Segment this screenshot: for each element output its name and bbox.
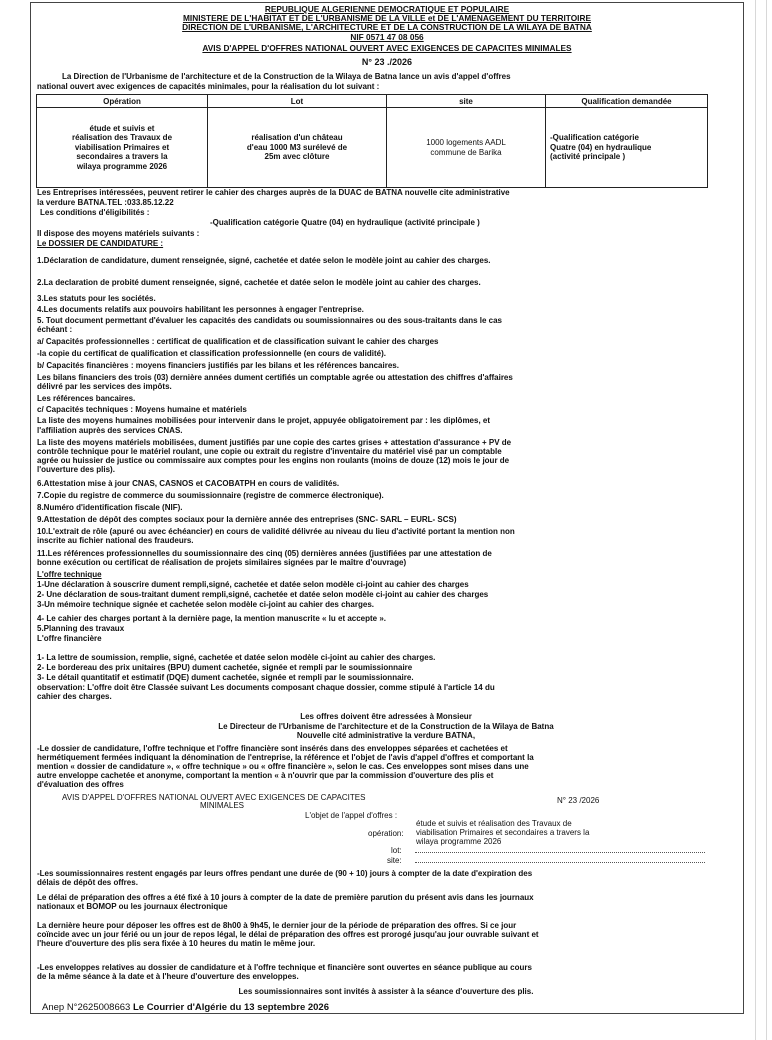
body-text-line: -Qualification catégorie Quatre (04) en hydraulique (activité principale ) xyxy=(210,218,480,227)
cell-line: secondaires a travers la xyxy=(76,152,168,162)
cell-site xyxy=(387,108,546,188)
body-text-line: bonne exécution ou certificat de réalisation de projets similaires signées par le maître d'ouvrage) xyxy=(37,558,407,567)
header-lot: Lot xyxy=(208,95,387,108)
body-text-line: 7.Copie du registre de commerce du soumissionnaire (registre de commerce électronique). xyxy=(37,491,384,500)
body-text-line: mention « dossier de candidature », « offre technique » ou « offre financière », selon le cas. Ces enveloppes sont mises dans une xyxy=(37,762,529,771)
site-dotted-line xyxy=(415,856,705,863)
intro-line: national ouvert avec exigences de capacités minimales, pour la réalisation du lot suivant : xyxy=(37,82,380,91)
body-text-line: l'heure d'ouverture des plis sera fixée à 10 heures du matin le même jour. xyxy=(37,939,316,948)
cell-line: réalisation d'un château xyxy=(251,133,343,143)
cell-line: (activité principale ) xyxy=(550,152,626,162)
body-text-line: -Le dossier de candidature, l'offre technique et l'offre financière sont insérés dans des enveloppes séparées et cachetées et xyxy=(37,744,508,753)
cell-line: réalisation des Travaux de xyxy=(71,133,173,143)
envelope-operation-value: wilaya programme 2026 xyxy=(416,837,502,846)
newspaper-citation: Le Courrier d'Algérie du 13 septembre 2026 xyxy=(132,1002,329,1013)
cell-line: -Qualification catégorie xyxy=(550,133,639,143)
body-text-line: 2- Une déclaration de sous-traitant dument rempli,signé, cachetée et datée selon modèle ci-joint au cahier des charges xyxy=(37,590,489,599)
nif-number: NIF 0571 47 08 056 xyxy=(350,32,424,42)
operations-table xyxy=(36,94,708,188)
body-text-line: a/ Capacités professionnelles : certificat de qualification et de classification suivant le cahier des charges xyxy=(37,337,439,346)
table-header-row xyxy=(37,95,708,108)
envelope-title: AVIS D'APPEL D'OFFRES NATIONAL OUVERT AVEC EXIGENCES DE CAPACITES xyxy=(62,793,366,802)
address-line: Nouvelle cité administrative la verdure BATNA, xyxy=(296,731,476,740)
body-text-line: 3.Les statuts pour les sociétés. xyxy=(37,294,156,303)
body-text-line: Les bilans financiers des trois (03) dernière années dument certifiés un comptable agrée ou attestation des chiffres d'affaires xyxy=(37,373,513,382)
body-text-line: l'affiliation auprès des services CNAS. xyxy=(37,426,183,435)
body-text-line: 4- Le cahier des charges portant à la dernière page, la mention manuscrite « lu et accepte ». xyxy=(37,614,387,623)
body-text-line: 3-Un mémoire technique signée et cachetée selon modèle ci-joint au cahier des charges. xyxy=(37,600,374,609)
cell-line: étude et suivis et xyxy=(89,123,155,133)
lot-dotted-line xyxy=(415,846,705,853)
body-text-line: coïncide avec un jour férié ou un jour de repos légal, le délai de préparation des offres est prorogé jusqu'au jour ouvrable suivant et xyxy=(37,930,539,939)
body-text-line: de la même séance à la date et à l'heure d'ouverture des enveloppes. xyxy=(37,972,299,981)
envelope-operation-label: opération: xyxy=(368,829,404,838)
scan-edge-line xyxy=(766,0,767,1040)
body-text-line: 6.Attestation mise à jour CNAS, CASNOS et CACOBATPH en cours de validités. xyxy=(37,479,340,488)
body-text-line: d'évaluation des offres xyxy=(37,780,124,789)
envelope-operation-value: viabilisation Primaires et secondaires a travers la xyxy=(416,828,590,837)
header-site: site xyxy=(387,95,546,108)
invitation-line: Les soumissionnaires sont invités à assister à la séance d'ouverture des plis. xyxy=(238,987,534,996)
body-text-line: 2.La declaration de probité dument renseignée, signé, cachetée et datée selon le modèle joint au cahier des charges. xyxy=(37,278,481,287)
body-text-line: -la copie du certificat de qualification et classification professionnelle (en cours de validité). xyxy=(37,349,386,358)
body-text-line: La liste des moyens humaines mobilisées pour intervenir dans le projet, appuyée obligatoirement par : les diplômes, et xyxy=(37,416,491,425)
ministry-heading: MINISTERE DE L'HABITAT ET DE L'URBANISME DE LA VILLE et DE L'AMENAGEMENT DU TERRITOIRE xyxy=(182,13,592,23)
body-text-line: observation: L'offre doit être Classée suivant Les documents composant chaque dossier, comme stipulé à l'article 14 du xyxy=(37,683,495,692)
body-text-line: cahier des charges. xyxy=(37,692,112,701)
body-text-line: La liste des moyens matériels mobilisées, dument justifiés par une copie des cartes grises + attestation d'assurance + PV de xyxy=(37,438,512,447)
cell-qualification xyxy=(546,108,708,188)
cell-operation xyxy=(37,108,208,188)
footer xyxy=(42,1002,329,1013)
cell-line: commune de Barika xyxy=(430,147,502,157)
body-text-line: c/ Capacités techniques : Moyens humaine et matériels xyxy=(37,405,247,414)
body-text-line: L'offre technique xyxy=(37,570,102,579)
envelope-title: MINIMALES xyxy=(200,801,245,810)
direction-heading: DIRECTION DE L'URBANISME, L'ARCHITECTURE ET DE LA CONSTRUCTION DE LA WILAYA DE BATNA xyxy=(182,22,592,32)
envelope-site-label: site: xyxy=(387,856,402,865)
body-text-line: 5. Tout document permettant d'évaluer les capacités des candidats ou soumissionnaires ou des sous-traitants dans le cas xyxy=(37,316,502,325)
body-text-line: 1- La lettre de soumission, remplie, signé, cachetée et datée selon modèle ci-joint au cahier des charges. xyxy=(37,653,436,662)
body-text-line: Les conditions d'éligibilités : xyxy=(40,208,150,217)
cell-line: Quatre (04) en hydraulique xyxy=(550,142,652,152)
cell-line: 25m avec clôture xyxy=(264,152,330,162)
body-text-line: 1-Une déclaration à souscrire dument rempli,signé, cachetée et datée selon modèle ci-joint au cahier des charges xyxy=(37,580,469,589)
intro-line: La Direction de l'Urbanisme de l'architecture et de la Construction de la Wilaya de Batna lance un avis d'appel d'offres xyxy=(62,72,511,81)
body-text-line: délivré par les services des impôts. xyxy=(37,382,172,391)
body-text-line: agrée ou huissier de justice ou commissaire aux comptes pour les engins non roulants (moins de douze (12) mois le jour de xyxy=(37,456,510,465)
body-text-line: 3- Le détail quantitatif et estimatif (DQE) dument cachetée, signée et rempli par le soumissionnaire. xyxy=(37,673,414,682)
address-line: Le Directeur de l'Urbanisme de l'architecture et de la Construction de la Wilaya de Batna xyxy=(218,722,554,731)
body-text-line: Le DOSSIER DE CANDIDATURE : xyxy=(37,239,164,248)
body-text-line: -Les enveloppes relatives au dossier de candidature et à l'offre technique et financière sont ouvertes en séance publique au cours xyxy=(37,963,532,972)
body-text-line: l'ouverture des plis). xyxy=(37,465,115,474)
body-text-line: Les références bancaires. xyxy=(37,394,136,403)
body-text-line: -Les soumissionnaires restent engagés par leurs offres pendant une durée de (90 + 10) jours à compter de la date d'expiration des xyxy=(37,869,533,878)
body-text-line: 11.Les références professionnelles du soumissionnaire des cinq (05) dernières années (justifiées par une attestation de xyxy=(37,549,492,558)
cell-lot xyxy=(208,108,387,188)
notice-title: AVIS D'APPEL D'OFFRES NATIONAL OUVERT AVEC EXIGENCES DE CAPACITES MINIMALES xyxy=(202,43,572,53)
body-text-line: hermétiquement fermées indiquant la dénomination de l'entreprise, la référence et l'objet de l'avis d'appel d'offres et comportant la xyxy=(37,753,534,762)
body-text-line: délais de dépôt des offres. xyxy=(37,878,138,887)
body-text-line: 5.Planning des travaux xyxy=(37,624,125,633)
cell-line: 1000 logements AADL xyxy=(426,137,506,147)
body-text-line: nationaux et BOMOP ou les journaux électronique xyxy=(37,902,228,911)
header-operation: Opération xyxy=(37,95,208,108)
cell-line: viabilisation Primaires et xyxy=(74,142,170,152)
body-text-line: La dernière heure pour déposer les offres est de 8h00 à 9h45, le dernier jour de la période de préparation des offres. Si ce jour xyxy=(37,921,517,930)
body-text-line: inscrite au fichier national des fraudeurs. xyxy=(37,536,194,545)
republic-heading: REPUBLIQUE ALGERIENNE DEMOCRATIQUE ET POPULAIRE xyxy=(264,4,510,14)
body-text-line: Les Entreprises intéressées, peuvent retirer le cahier des charges auprès de la DUAC de BATNA nouvelle cite administrative xyxy=(37,188,510,197)
body-text-line: 1.Déclaration de candidature, dument renseignée, signé, cachetée et datée selon le modèle joint au cahier des charges. xyxy=(37,256,491,265)
envelope-object-label: L'objet de l'appel d'offres : xyxy=(305,811,398,820)
body-text-line: L'offre financière xyxy=(37,634,102,643)
body-text-line: 8.Numéro d'identification fiscale (NIF). xyxy=(37,503,183,512)
body-text-line: contrôle technique pour le matériel roulant, une copie ou extrait du registre d'inventaire du matériel visé par un comptable xyxy=(37,447,502,456)
envelope-operation-value: étude et suivis et réalisation des Travaux de xyxy=(416,819,572,828)
anep-number: Anep N°2625008663 xyxy=(42,1002,131,1013)
body-text-line: Le délai de préparation des offres a été fixé à 10 jours à compter de la date de première parution du présent avis dans les journaux xyxy=(37,893,534,902)
body-text-line: 4.Les documents relatifs aux pouvoirs habilitant les personnes à engager l'entreprise. xyxy=(37,305,364,314)
scan-edge-line xyxy=(755,0,756,1040)
body-text-line: 9.Attestation de dépôt des comptes sociaux pour la dernière année des entreprises (SNC- SARL – EURL- SCS) xyxy=(37,515,457,524)
body-text-line: la verdure BATNA.TEL :033.85.12.22 xyxy=(37,198,174,207)
cell-line: d'eau 1000 M3 surélevé de xyxy=(246,142,348,152)
body-text-line: Il dispose des moyens matériels suivants : xyxy=(37,229,200,238)
body-text-line: b/ Capacités financières : moyens financiers justifiés par les bilans et les références bancaires. xyxy=(37,361,399,370)
envelope-lot-label: lot: xyxy=(391,846,402,855)
cell-line: wilaya programme 2026 xyxy=(76,161,168,171)
body-text-line: autre enveloppe cachetée et anonyme, comportant la mention « à n'ouvrir que par la commission d'ouverture des plis et xyxy=(37,771,494,780)
notice-number: N° 23 ./2026 xyxy=(361,57,413,67)
body-text-line: échéant : xyxy=(37,325,73,334)
body-text-line: 2- Le bordereau des prix unitaires (BPU) dument cachetée, signée et rempli par le soumissionnaire xyxy=(37,663,413,672)
header-qualification: Qualification demandée xyxy=(546,95,708,108)
table-row xyxy=(37,108,708,188)
envelope-number: N° 23 /2026 xyxy=(557,796,600,805)
address-line: Les offres doivent être adressées à Monsieur xyxy=(300,712,472,721)
body-text-line: 10.L'extrait de rôle (apuré ou avec échéancier) en cours de validité délivrée au niveau du lieu d'activité portant la mention non xyxy=(37,527,515,536)
